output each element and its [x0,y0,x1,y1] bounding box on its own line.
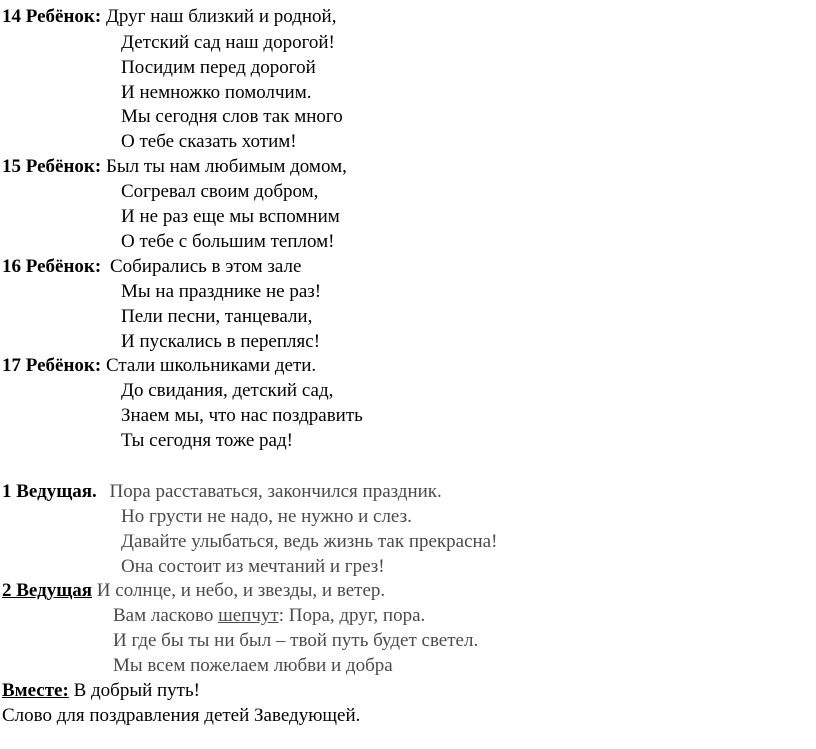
poem-line [2,580,385,602]
verse-line: И не раз еще мы вспомним [121,206,340,227]
speaker-label: 14 Ребёнок: [2,6,102,27]
verse-line: И немножко помолчим. [121,82,312,103]
speaker-label: 2 Ведущая [2,580,93,601]
verse-text: : Пора, друг, пора. [278,605,426,626]
verse-line: Мы сегодня слов так много [121,106,343,127]
poem-line [2,6,336,28]
verse-line: Но грусти не надо, не нужно и слез. [121,506,412,527]
verse-line: Посидим перед дорогой [121,57,316,78]
verse-text: В добрый путь! [68,680,200,701]
verse-text: Стали школьниками дети. [105,355,317,376]
speaker-label: 16 Ребёнок: [2,256,102,277]
poem-line [2,256,301,278]
verse-line: Знаем мы, что нас поздравить [121,405,363,426]
verse-text: Собирались в этом зале [109,256,302,277]
verse-text: Был ты нам любимым домом, [105,156,347,177]
speaker-label: Вместе: [2,680,69,701]
verse-text: Вам ласково [113,605,219,626]
verse-line: О тебе с большим теплом! [121,231,335,252]
poem-line [2,680,200,702]
verse-line: О тебе сказать хотим! [121,131,297,152]
verse-line: Ты сегодня тоже рад! [121,430,293,451]
verse-text: Друг наш близкий и родной, [105,6,337,27]
verse-line: И пускались в перепляс! [121,331,321,352]
poem-line [2,355,316,377]
verse-line: И где бы ты ни был – твой путь будет светел. [113,630,479,651]
verse-line: До свидания, детский сад, [121,380,334,401]
verse-line: Детский сад наш дорогой! [121,32,335,53]
speaker-label: 17 Ребёнок: [2,355,102,376]
speaker-label: 1 Ведущая. [2,481,97,502]
verse-line: Мы всем пожелаем любви и добра [113,655,393,676]
underlined-word: шепчут [218,605,279,626]
verse-line: Согревал своим добром, [121,181,319,202]
poem-line [2,156,347,178]
verse-line: Давайте улыбаться, ведь жизнь так прекрасна! [121,531,498,552]
verse-text: И солнце, и небо, и звезды, и ветер. [96,580,386,601]
verse-text: Пора расставаться, закончился праздник. [109,481,442,502]
verse-line [113,605,425,627]
closing-line: Слово для поздравления детей Заведующей. [2,705,361,726]
speaker-label: 15 Ребёнок: [2,156,102,177]
verse-line: Пели песни, танцевали, [121,306,313,327]
verse-line: Она состоит из мечтаний и грез! [121,556,385,577]
verse-line: Мы на празднике не раз! [121,281,322,302]
poem-line [2,481,442,503]
